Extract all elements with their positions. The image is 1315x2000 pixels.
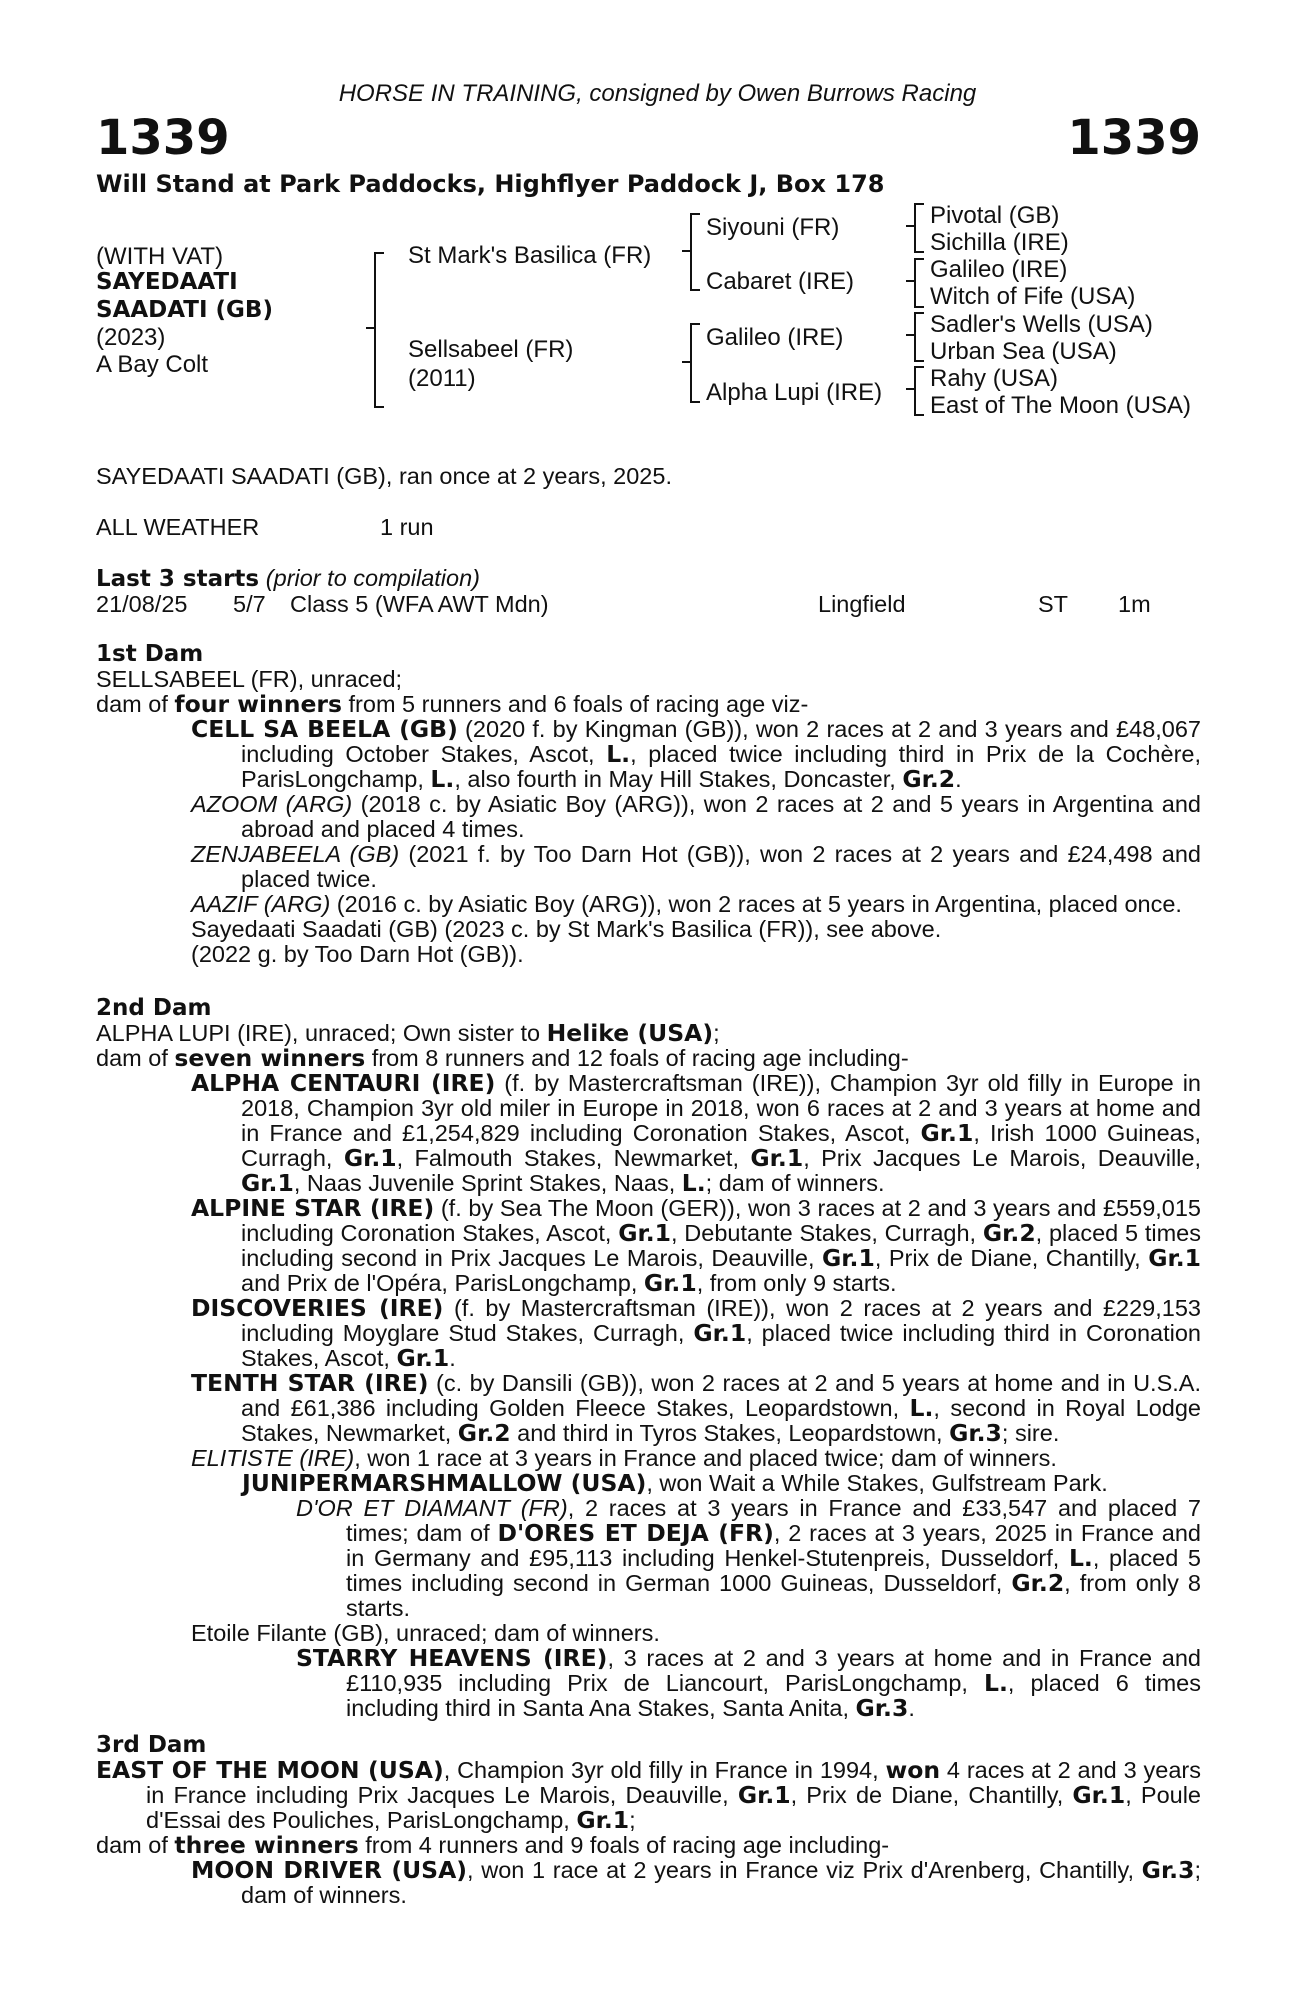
brace-4-mid <box>906 225 916 227</box>
brace-3-mid <box>682 361 692 363</box>
racing-summary: SAYEDAATI SAADATI (GB), ran once at 2 years, 2025. <box>96 463 672 489</box>
list-item: AAZIF (ARG) (2016 c. by Asiatic Boy (ARG)), won 2 races at 5 years in Argentina, placed once. <box>191 891 1182 917</box>
list-item: TENTH STAR (IRE) (c. by Dansili (GB)), won 2 races at 2 and 5 years at home and in U.S.A. and £61,386 including Golden Fleece Stakes, Leopardstown, L., second in Royal Lodge Stakes, Newmarket, Gr.2 and third in Tyros Stakes, Leopardstown, Gr.3; sire. <box>191 1369 1201 1447</box>
horse-year: (2023) <box>96 324 166 351</box>
second-dam-produce-line: dam of seven winners from 8 runners and 12 foals of racing age including- <box>96 1044 909 1072</box>
surface-label: ALL WEATHER <box>96 514 260 540</box>
ped-dam: Sellsabeel (FR) <box>408 336 574 363</box>
vat-note: (WITH VAT) <box>96 243 224 270</box>
first-dam-section <box>96 642 1201 967</box>
start-going: ST <box>1038 591 1069 617</box>
ped-sire: St Mark's Basilica (FR) <box>408 242 652 269</box>
list-item: MOON DRIVER (USA), won 1 race at 2 years in France viz Prix d'Arenberg, Chantilly, Gr.3; dam of winners. <box>191 1856 1201 1908</box>
list-item: DISCOVERIES (IRE) (f. by Mastercraftsman (IRE)), won 2 races at 2 years and £229,153 including Moyglare Stud Stakes, Curragh, Gr.1, placed twice including third in Coronation Stakes, Ascot, Gr.1. <box>191 1294 1202 1372</box>
brace-4 <box>914 203 924 253</box>
horse-description: A Bay Colt <box>96 351 209 378</box>
third-dam-line: EAST OF THE MOON (USA), Champion 3yr old filly in France in 1994, won 4 races at 2 and 3 years in France including Prix Jacques Le Marois, Deauville, Gr.1, Prix de Diane, Chantilly, Gr.1, Poule d'Essai des Pouliches, ParisLongchamp, Gr.1; <box>96 1756 1201 1834</box>
start-race: Class 5 (WFA AWT Mdn) <box>290 591 549 617</box>
second-dam-heading: 2nd Dam <box>96 995 212 1021</box>
ped-dss: Sadler's Wells (USA) <box>930 311 1153 338</box>
ped-dds: Rahy (USA) <box>930 365 1059 392</box>
list-item: ALPHA CENTAURI (IRE) (f. by Mastercraftsman (IRE)), Champion 3yr old filly in Europe in 2018, Champion 3yr old miler in Europe in 2018, won 6 races at 2 and 3 years at home and in France and £1,254,829 including Coronation Stakes, Ascot, Gr.1, Irish 1000 Guineas, Curragh, Gr.1, Falmouth Stakes, Newmarket, Gr.1, Prix Jacques Le Marois, Deauville, Gr.1, Naas Juvenile Sprint Stakes, Naas, L.; dam of winners. <box>191 1069 1201 1197</box>
ped-sire-sire: Siyouni (FR) <box>706 214 840 241</box>
brace-2 <box>690 213 700 291</box>
ped-sdd: Witch of Fife (USA) <box>930 283 1136 310</box>
ped-dsd: Urban Sea (USA) <box>930 338 1117 365</box>
brace-6-mid <box>906 334 916 336</box>
list-item: (2022 g. by Too Darn Hot (GB)). <box>191 941 524 967</box>
brace-5 <box>914 258 924 308</box>
consignor-header: HORSE IN TRAINING, consigned by Owen Burrows Racing <box>338 80 977 107</box>
ped-sss: Pivotal (GB) <box>930 202 1060 229</box>
lot-number-left: 1339 <box>96 110 230 166</box>
brace-3 <box>690 323 700 403</box>
list-item: Etoile Filante (GB), unraced; dam of winners. <box>191 1620 660 1646</box>
list-item: ELITISTE (IRE), won 1 race at 3 years in France and placed twice; dam of winners. <box>191 1445 1057 1471</box>
start-position: 5/7 <box>233 591 266 617</box>
ped-dam-year: (2011) <box>408 365 476 392</box>
brace-1-mid <box>366 327 376 329</box>
third-dam-produce-line: dam of three winners from 4 runners and 9 foals of racing age including- <box>96 1831 890 1859</box>
first-dam-produce-line: dam of four winners from 5 runners and 6 foals of racing age viz- <box>96 690 809 718</box>
list-item: ALPINE STAR (IRE) (f. by Sea The Moon (GER)), won 3 races at 2 and 3 years and £559,015 including Coronation Stakes, Ascot, Gr.1, Debutante Stakes, Curragh, Gr.2, placed 5 times including second in Prix Jacques Le Marois, Deauville, Gr.1, Prix de Diane, Chantilly, Gr.1 and Prix de l'Opéra, ParisLongchamp, Gr.1, from only 9 starts. <box>191 1194 1202 1297</box>
list-item: D'OR ET DIAMANT (FR), 2 races at 3 years in France and £33,547 and placed 7 times; dam of D'ORES ET DEJA (FR), 2 races at 3 years, 2025 in France and in Germany and £95,113 including Henkel-Stutenpreis, Dusseldorf, L., placed 5 times including second in German 1000 Guineas, Dusseldorf, Gr.2, from only 8 starts. <box>296 1495 1202 1621</box>
list-item: AZOOM (ARG) (2018 c. by Asiatic Boy (ARG)), won 2 races at 2 and 5 years in Argentina and abroad and placed 4 times. <box>191 791 1201 842</box>
start-distance: 1m <box>1118 591 1151 617</box>
third-dam-heading: 3rd Dam <box>96 1732 207 1758</box>
brace-7 <box>914 366 924 416</box>
list-item: JUNIPERMARSHMALLOW (USA), won Wait a While Stakes, Gulfstream Park. <box>242 1469 1108 1497</box>
list-item: ZENJABEELA (GB) (2021 f. by Too Darn Hot (GB)), won 2 races at 2 years and £24,498 and placed twice. <box>191 841 1201 892</box>
brace-1 <box>374 252 384 408</box>
ped-sds: Galileo (IRE) <box>930 256 1068 283</box>
second-dam-section <box>96 996 1201 1721</box>
second-dam-line: ALPHA LUPI (IRE), unraced; Own sister to Helike (USA); <box>96 1019 720 1047</box>
lot-number-right: 1339 <box>1067 110 1201 166</box>
ped-dam-dam: Alpha Lupi (IRE) <box>706 379 883 406</box>
brace-5-mid <box>906 280 916 282</box>
brace-7-mid <box>906 388 916 390</box>
ped-ddd: East of The Moon (USA) <box>930 392 1191 419</box>
list-item: CELL SA BEELA (GB) (2020 f. by Kingman (GB)), won 2 races at 2 and 3 years and £48,067 including October Stakes, Ascot, L., placed twice including third in Prix de la Cochère, ParisLongchamp, L., also fourth in May Hill Stakes, Doncaster, Gr.2. <box>191 715 1202 793</box>
ped-ssd: Sichilla (IRE) <box>930 229 1069 256</box>
start-date: 21/08/25 <box>96 591 188 617</box>
ped-sire-dam: Cabaret (IRE) <box>706 268 855 295</box>
list-item: STARRY HEAVENS (IRE), 3 races at 2 and 3 years at home and in France and £110,935 including Prix de Liancourt, ParisLongchamp, L., placed 6 times including third in Santa Ana Stakes, Santa Anita, Gr.3. <box>296 1644 1201 1722</box>
first-dam-heading: 1st Dam <box>96 641 204 667</box>
start-course: Lingfield <box>818 591 906 617</box>
ped-dam-sire: Galileo (IRE) <box>706 324 844 351</box>
first-dam-line: SELLSABEEL (FR), unraced; <box>96 666 403 692</box>
last-starts-heading: Last 3 starts <box>96 566 260 592</box>
last-starts-note: (prior to compilation) <box>265 565 480 591</box>
horse-name-line2: SAADATI (GB) <box>96 297 273 323</box>
third-dam-section <box>96 1733 1201 1908</box>
last-starts-heading-line <box>96 565 480 593</box>
surface-runs: 1 run <box>380 514 434 540</box>
horse-name-line1: SAYEDAATI <box>96 269 238 295</box>
brace-6 <box>914 312 924 362</box>
list-item: Sayedaati Saadati (GB) (2023 c. by St Mark's Basilica (FR)), see above. <box>191 916 942 942</box>
brace-2-mid <box>682 250 692 252</box>
stand-location: Will Stand at Park Paddocks, Highflyer Paddock J, Box 178 <box>96 170 885 198</box>
